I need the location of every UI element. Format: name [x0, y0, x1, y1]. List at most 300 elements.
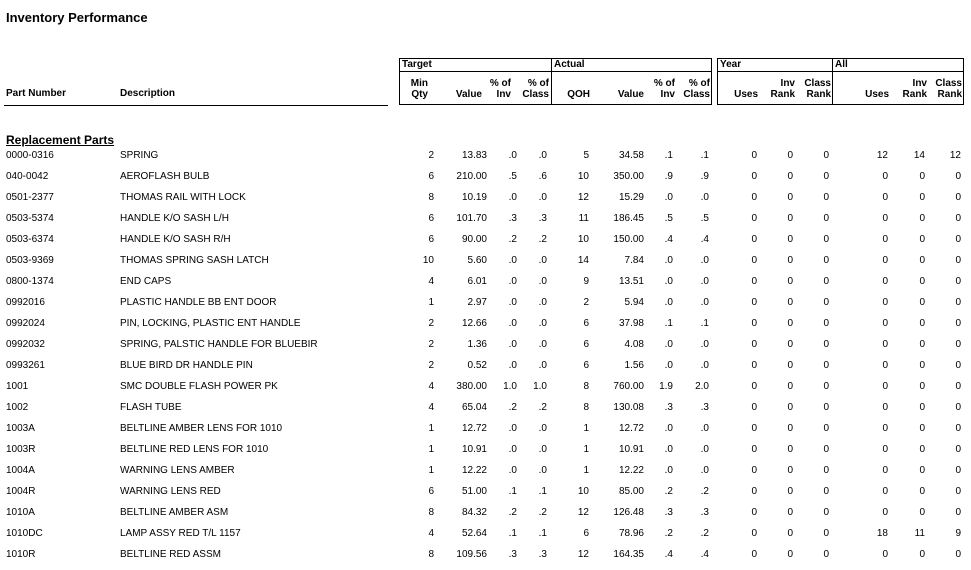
- qoh-cell: 6: [583, 318, 589, 329]
- target-pct-inv-cell: .5: [508, 171, 517, 182]
- year-uses-cell: 0: [751, 150, 757, 161]
- all-class-rank-cell: 0: [955, 507, 961, 518]
- year-inv-rank-cell: 0: [787, 192, 793, 203]
- part-number-cell: 0000-0316: [6, 150, 54, 161]
- target-min-qty-cell: 2: [428, 318, 434, 329]
- pct-of-label: % of: [688, 78, 710, 89]
- year-group-label: Year: [718, 59, 832, 72]
- target-min-qty-cell: 6: [428, 234, 434, 245]
- table-row: [0, 402, 971, 423]
- section-title: Replacement Parts: [6, 133, 115, 147]
- description-cell: HANDLE K/O SASH L/H: [120, 213, 229, 224]
- target-value-cell: 10.91: [461, 444, 487, 455]
- actual-pct-class-cell: .0: [700, 192, 709, 203]
- actual-pct-inv-cell: .0: [664, 444, 673, 455]
- all-class-rank-cell: 12: [949, 150, 961, 161]
- actual-value-cell: 13.51: [618, 276, 644, 287]
- actual-value-cell: 85.00: [618, 486, 644, 497]
- actual-value-cell: 15.29: [618, 192, 644, 203]
- year-uses-cell: 0: [751, 318, 757, 329]
- actual-pct-class-cell: .9: [700, 171, 709, 182]
- year-class-rank-cell: 0: [823, 192, 829, 203]
- col-min-qty: [400, 78, 428, 100]
- description-cell: LAMP ASSY RED T/L 1157: [120, 528, 241, 539]
- rank-label: Rank: [902, 89, 927, 100]
- target-pct-inv-cell: .0: [508, 444, 517, 455]
- year-uses-cell: 0: [751, 276, 757, 287]
- class-label: Class: [935, 78, 962, 89]
- target-pct-inv-cell: .0: [508, 150, 517, 161]
- pct-of-label: % of: [489, 78, 511, 89]
- col-year-inv-rank: [763, 78, 795, 100]
- actual-pct-class-cell: 2.0: [695, 381, 709, 392]
- all-uses-cell: 12: [876, 150, 888, 161]
- qoh-cell: 10: [577, 234, 589, 245]
- col-target-pct-inv: [484, 78, 511, 100]
- class-label: Class: [522, 89, 549, 100]
- target-pct-class-cell: .0: [538, 360, 547, 371]
- target-pct-class-cell: .0: [538, 297, 547, 308]
- description-cell: END CAPS: [120, 276, 172, 287]
- inv-label: Inv: [496, 89, 511, 100]
- year-inv-rank-cell: 0: [787, 171, 793, 182]
- all-inv-rank-cell: 14: [913, 150, 925, 161]
- target-pct-inv-cell: .0: [508, 192, 517, 203]
- all-inv-rank-cell: 0: [919, 423, 925, 434]
- actual-pct-class-cell: .0: [700, 276, 709, 287]
- year-class-rank-cell: 0: [823, 423, 829, 434]
- description-cell: PIN, LOCKING, PLASTIC ENT HANDLE: [120, 318, 301, 329]
- year-class-rank-cell: 0: [823, 213, 829, 224]
- year-inv-rank-cell: 0: [787, 276, 793, 287]
- year-inv-rank-cell: 0: [787, 297, 793, 308]
- all-uses-cell: 0: [882, 339, 888, 350]
- actual-pct-inv-cell: .0: [664, 339, 673, 350]
- target-value-cell: 109.56: [456, 549, 487, 560]
- target-pct-inv-cell: .2: [508, 402, 517, 413]
- part-number-cell: 0992032: [6, 339, 45, 350]
- actual-pct-inv-cell: 1.9: [659, 381, 673, 392]
- actual-pct-inv-cell: .9: [664, 171, 673, 182]
- actual-pct-class-cell: .0: [700, 255, 709, 266]
- part-number-cell: 1004A: [6, 465, 35, 476]
- part-number-cell: 0501-2377: [6, 192, 54, 203]
- all-inv-rank-cell: 0: [919, 171, 925, 182]
- inv-label: Inv: [912, 78, 927, 89]
- actual-pct-inv-cell: .4: [664, 234, 673, 245]
- year-uses-cell: 0: [751, 339, 757, 350]
- actual-value-cell: 4.08: [624, 339, 644, 350]
- actual-pct-inv-cell: .3: [664, 402, 673, 413]
- actual-value-cell: 12.22: [618, 465, 644, 476]
- target-value-cell: 65.04: [461, 402, 487, 413]
- year-inv-rank-cell: 0: [787, 339, 793, 350]
- target-value-cell: 12.72: [461, 423, 487, 434]
- target-value-cell: 12.66: [461, 318, 487, 329]
- target-value-cell: 13.83: [461, 150, 487, 161]
- target-pct-class-cell: .0: [538, 150, 547, 161]
- all-uses-cell: 0: [882, 444, 888, 455]
- actual-pct-class-cell: .0: [700, 423, 709, 434]
- qoh-cell: 8: [583, 381, 589, 392]
- part-number-cell: 0503-6374: [6, 234, 54, 245]
- description-cell: BLUE BIRD DR HANDLE PIN: [120, 360, 253, 371]
- target-min-qty-cell: 4: [428, 276, 434, 287]
- all-inv-rank-cell: 0: [919, 465, 925, 476]
- target-min-qty-cell: 4: [428, 381, 434, 392]
- description-cell: THOMAS SPRING SASH LATCH: [120, 255, 269, 266]
- year-class-rank-cell: 0: [823, 444, 829, 455]
- all-inv-rank-cell: 0: [919, 255, 925, 266]
- qoh-cell: 12: [577, 192, 589, 203]
- actual-pct-class-cell: .0: [700, 465, 709, 476]
- year-uses-cell: 0: [751, 507, 757, 518]
- part-number-cell: 1004R: [6, 486, 36, 497]
- class-label: Class: [804, 78, 831, 89]
- target-pct-class-cell: .2: [538, 402, 547, 413]
- table-row: [0, 318, 971, 339]
- year-class-rank-cell: 0: [823, 486, 829, 497]
- all-uses-cell: 0: [882, 255, 888, 266]
- part-number-cell: 0800-1374: [6, 276, 54, 287]
- all-class-rank-cell: 0: [955, 255, 961, 266]
- year-inv-rank-cell: 0: [787, 486, 793, 497]
- year-class-rank-cell: 0: [823, 360, 829, 371]
- qoh-cell: 9: [583, 276, 589, 287]
- all-uses-cell: 0: [882, 276, 888, 287]
- target-group-label: Target: [400, 59, 551, 72]
- target-pct-class-cell: .3: [538, 213, 547, 224]
- target-min-qty-cell: 4: [428, 528, 434, 539]
- year-uses-cell: 0: [751, 171, 757, 182]
- target-value-cell: 101.70: [456, 213, 487, 224]
- all-class-rank-cell: 0: [955, 444, 961, 455]
- target-pct-inv-cell: .2: [508, 507, 517, 518]
- header-underline: [399, 104, 712, 105]
- year-uses-cell: 0: [751, 213, 757, 224]
- year-inv-rank-cell: 0: [787, 318, 793, 329]
- part-number-cell: 1003A: [6, 423, 35, 434]
- actual-pct-inv-cell: .0: [664, 360, 673, 371]
- qoh-cell: 10: [577, 171, 589, 182]
- all-inv-rank-cell: 0: [919, 360, 925, 371]
- part-number-cell: 0992024: [6, 318, 45, 329]
- year-inv-rank-cell: 0: [787, 381, 793, 392]
- year-uses-cell: 0: [751, 234, 757, 245]
- actual-pct-class-cell: .0: [700, 339, 709, 350]
- year-inv-rank-cell: 0: [787, 507, 793, 518]
- table-row: [0, 276, 971, 297]
- actual-pct-class-cell: .3: [700, 402, 709, 413]
- pct-of-label: % of: [653, 78, 675, 89]
- part-number-cell: 1010R: [6, 549, 36, 560]
- all-class-rank-cell: 0: [955, 339, 961, 350]
- actual-pct-inv-cell: .0: [664, 192, 673, 203]
- description-cell: BELTLINE AMBER LENS FOR 1010: [120, 423, 283, 434]
- actual-pct-class-cell: .1: [700, 150, 709, 161]
- table-row: [0, 339, 971, 360]
- description-cell: SPRING, PALSTIC HANDLE FOR BLUEBIR: [120, 339, 318, 350]
- actual-value-cell: 7.84: [624, 255, 644, 266]
- year-uses-cell: 0: [751, 444, 757, 455]
- target-value-cell: 5.60: [467, 255, 487, 266]
- year-uses-cell: 0: [751, 402, 757, 413]
- year-class-rank-cell: 0: [823, 507, 829, 518]
- all-class-rank-cell: 0: [955, 276, 961, 287]
- year-class-rank-cell: 0: [823, 402, 829, 413]
- target-min-qty-cell: 8: [428, 507, 434, 518]
- part-number-cell: 1001: [6, 381, 29, 392]
- actual-value-cell: 186.45: [613, 213, 644, 224]
- actual-value-cell: 130.08: [613, 402, 644, 413]
- col-description: Description: [120, 88, 176, 99]
- year-inv-rank-cell: 0: [787, 150, 793, 161]
- all-inv-rank-cell: 0: [919, 339, 925, 350]
- year-uses-cell: 0: [751, 528, 757, 539]
- class-label: Class: [683, 89, 710, 100]
- target-pct-inv-cell: .0: [508, 318, 517, 329]
- target-pct-inv-cell: .3: [508, 549, 517, 560]
- target-pct-inv-cell: .1: [508, 528, 517, 539]
- qoh-cell: 2: [583, 297, 589, 308]
- all-uses-cell: 0: [882, 192, 888, 203]
- table-row: [0, 507, 971, 528]
- actual-pct-inv-cell: .1: [664, 318, 673, 329]
- actual-pct-inv-cell: .0: [664, 297, 673, 308]
- table-row: [0, 171, 971, 192]
- target-pct-class-cell: .0: [538, 192, 547, 203]
- col-all-uses: Uses: [865, 89, 889, 100]
- all-inv-rank-cell: 11: [914, 528, 925, 539]
- year-uses-cell: 0: [751, 423, 757, 434]
- year-class-rank-cell: 0: [823, 171, 829, 182]
- target-min-qty-cell: 2: [428, 339, 434, 350]
- part-number-cell: 040-0042: [6, 171, 49, 182]
- qoh-cell: 12: [577, 549, 589, 560]
- year-class-rank-cell: 0: [823, 255, 829, 266]
- all-uses-cell: 0: [882, 549, 888, 560]
- qoh-cell: 10: [577, 486, 589, 497]
- all-inv-rank-cell: 0: [919, 192, 925, 203]
- actual-value-cell: 150.00: [613, 234, 644, 245]
- actual-value-cell: 34.58: [618, 150, 644, 161]
- all-uses-cell: 0: [882, 465, 888, 476]
- year-inv-rank-cell: 0: [787, 528, 793, 539]
- all-uses-cell: 0: [882, 297, 888, 308]
- actual-pct-inv-cell: .0: [664, 423, 673, 434]
- year-inv-rank-cell: 0: [787, 213, 793, 224]
- qoh-cell: 8: [583, 402, 589, 413]
- col-all-class-rank: [928, 78, 962, 100]
- target-value-cell: 12.22: [461, 465, 487, 476]
- year-uses-cell: 0: [751, 255, 757, 266]
- target-pct-class-cell: .3: [538, 549, 547, 560]
- actual-value-cell: 350.00: [613, 171, 644, 182]
- table-row: [0, 528, 971, 549]
- target-min-qty-cell: 1: [428, 444, 434, 455]
- actual-value-cell: 37.98: [618, 318, 644, 329]
- all-class-rank-cell: 0: [955, 213, 961, 224]
- year-uses-cell: 0: [751, 549, 757, 560]
- year-uses-cell: 0: [751, 486, 757, 497]
- part-number-cell: 0503-9369: [6, 255, 54, 266]
- table-row: [0, 234, 971, 255]
- target-pct-class-cell: .0: [538, 465, 547, 476]
- all-class-rank-cell: 0: [955, 381, 961, 392]
- all-class-rank-cell: 0: [955, 549, 961, 560]
- year-class-rank-cell: 0: [823, 150, 829, 161]
- year-inv-rank-cell: 0: [787, 465, 793, 476]
- target-value-cell: 90.00: [461, 234, 487, 245]
- all-class-rank-cell: 0: [955, 192, 961, 203]
- target-pct-inv-cell: .1: [508, 486, 517, 497]
- actual-pct-inv-cell: .0: [664, 465, 673, 476]
- year-uses-cell: 0: [751, 465, 757, 476]
- target-value-cell: 51.00: [461, 486, 487, 497]
- year-inv-rank-cell: 0: [787, 255, 793, 266]
- all-inv-rank-cell: 0: [919, 444, 925, 455]
- table-row: [0, 150, 971, 171]
- actual-pct-class-cell: .0: [700, 297, 709, 308]
- all-uses-cell: 0: [882, 213, 888, 224]
- target-min-qty-cell: 6: [428, 171, 434, 182]
- year-inv-rank-cell: 0: [787, 423, 793, 434]
- col-actual-value: Value: [617, 89, 644, 100]
- rank-label: Rank: [770, 89, 795, 100]
- actual-pct-inv-cell: .0: [664, 255, 673, 266]
- qoh-cell: 6: [583, 339, 589, 350]
- actual-pct-inv-cell: .0: [664, 276, 673, 287]
- description-cell: FLASH TUBE: [120, 402, 182, 413]
- col-qty-label: Qty: [411, 89, 428, 100]
- target-pct-inv-cell: 1.0: [503, 381, 517, 392]
- year-uses-cell: 0: [751, 192, 757, 203]
- all-class-rank-cell: 0: [955, 465, 961, 476]
- qoh-cell: 5: [583, 150, 589, 161]
- target-pct-class-cell: .2: [538, 234, 547, 245]
- part-number-cell: 0993261: [6, 360, 45, 371]
- target-pct-class-cell: .0: [538, 444, 547, 455]
- actual-pct-inv-cell: .5: [664, 213, 673, 224]
- actual-pct-class-cell: .0: [700, 444, 709, 455]
- actual-pct-class-cell: .1: [700, 318, 709, 329]
- qoh-cell: 14: [577, 255, 589, 266]
- target-min-qty-cell: 2: [428, 150, 434, 161]
- description-cell: WARNING LENS RED: [120, 486, 221, 497]
- actual-pct-inv-cell: .2: [664, 528, 673, 539]
- description-cell: SMC DOUBLE FLASH POWER PK: [120, 381, 278, 392]
- target-value-cell: 10.19: [461, 192, 487, 203]
- year-class-rank-cell: 0: [823, 549, 829, 560]
- table-row: [0, 381, 971, 402]
- target-value-cell: 6.01: [467, 276, 487, 287]
- actual-pct-class-cell: .4: [700, 549, 709, 560]
- year-inv-rank-cell: 0: [787, 234, 793, 245]
- rank-label: Rank: [806, 89, 831, 100]
- actual-value-cell: 1.56: [624, 360, 644, 371]
- all-uses-cell: 0: [882, 381, 888, 392]
- target-min-qty-cell: 6: [428, 486, 434, 497]
- actual-group-label: Actual: [552, 59, 711, 72]
- actual-pct-inv-cell: .2: [664, 486, 673, 497]
- pct-of-label: % of: [527, 78, 549, 89]
- actual-value-cell: 5.94: [624, 297, 644, 308]
- actual-pct-class-cell: .5: [700, 213, 709, 224]
- all-uses-cell: 0: [882, 360, 888, 371]
- description-cell: HANDLE K/O SASH R/H: [120, 234, 231, 245]
- all-inv-rank-cell: 0: [919, 318, 925, 329]
- target-value-cell: 52.64: [461, 528, 487, 539]
- target-pct-inv-cell: .0: [508, 255, 517, 266]
- target-pct-class-cell: .0: [538, 318, 547, 329]
- target-value-cell: 84.32: [461, 507, 487, 518]
- qoh-cell: 11: [578, 213, 589, 224]
- target-pct-inv-cell: .0: [508, 297, 517, 308]
- year-class-rank-cell: 0: [823, 297, 829, 308]
- target-min-qty-cell: 2: [428, 360, 434, 371]
- all-inv-rank-cell: 0: [919, 486, 925, 497]
- all-class-rank-cell: 9: [955, 528, 961, 539]
- target-pct-inv-cell: .0: [508, 465, 517, 476]
- target-pct-class-cell: .6: [538, 171, 547, 182]
- target-pct-class-cell: .1: [538, 528, 547, 539]
- description-cell: BELTLINE AMBER ASM: [120, 507, 229, 518]
- part-number-cell: 1010DC: [6, 528, 43, 539]
- qoh-cell: 1: [583, 423, 589, 434]
- table-row: [0, 360, 971, 381]
- year-uses-cell: 0: [751, 381, 757, 392]
- target-pct-class-cell: .1: [538, 486, 547, 497]
- rank-label: Rank: [937, 89, 962, 100]
- target-pct-inv-cell: .0: [508, 276, 517, 287]
- table-row: [0, 192, 971, 213]
- actual-pct-class-cell: .0: [700, 360, 709, 371]
- col-actual-pct-class: [676, 78, 710, 100]
- target-pct-class-cell: .2: [538, 507, 547, 518]
- part-number-cell: 1002: [6, 402, 29, 413]
- actual-pct-inv-cell: .4: [664, 549, 673, 560]
- description-cell: SPRING: [120, 150, 159, 161]
- qoh-cell: 6: [583, 528, 589, 539]
- report-title: Inventory Performance: [6, 10, 148, 25]
- target-min-qty-cell: 8: [428, 192, 434, 203]
- all-uses-cell: 0: [882, 423, 888, 434]
- qoh-cell: 1: [583, 465, 589, 476]
- col-all-inv-rank: [895, 78, 927, 100]
- part-number-cell: 1010A: [6, 507, 35, 518]
- year-class-rank-cell: 0: [823, 528, 829, 539]
- actual-pct-inv-cell: .3: [664, 507, 673, 518]
- table-row: [0, 465, 971, 486]
- all-inv-rank-cell: 0: [919, 234, 925, 245]
- part-number-cell: 1003R: [6, 444, 36, 455]
- table-row: [0, 297, 971, 318]
- year-inv-rank-cell: 0: [787, 444, 793, 455]
- target-min-qty-cell: 8: [428, 549, 434, 560]
- part-number-cell: 0503-5374: [6, 213, 54, 224]
- all-uses-cell: 0: [882, 234, 888, 245]
- inv-label: Inv: [780, 78, 795, 89]
- target-min-qty-cell: 6: [428, 213, 434, 224]
- target-pct-class-cell: .0: [538, 255, 547, 266]
- actual-value-cell: 78.96: [618, 528, 644, 539]
- description-cell: PLASTIC HANDLE BB ENT DOOR: [120, 297, 277, 308]
- description-cell: WARNING LENS AMBER: [120, 465, 235, 476]
- all-class-rank-cell: 0: [955, 423, 961, 434]
- col-target-value: Value: [455, 89, 482, 100]
- all-uses-cell: 0: [882, 171, 888, 182]
- year-class-rank-cell: 0: [823, 465, 829, 476]
